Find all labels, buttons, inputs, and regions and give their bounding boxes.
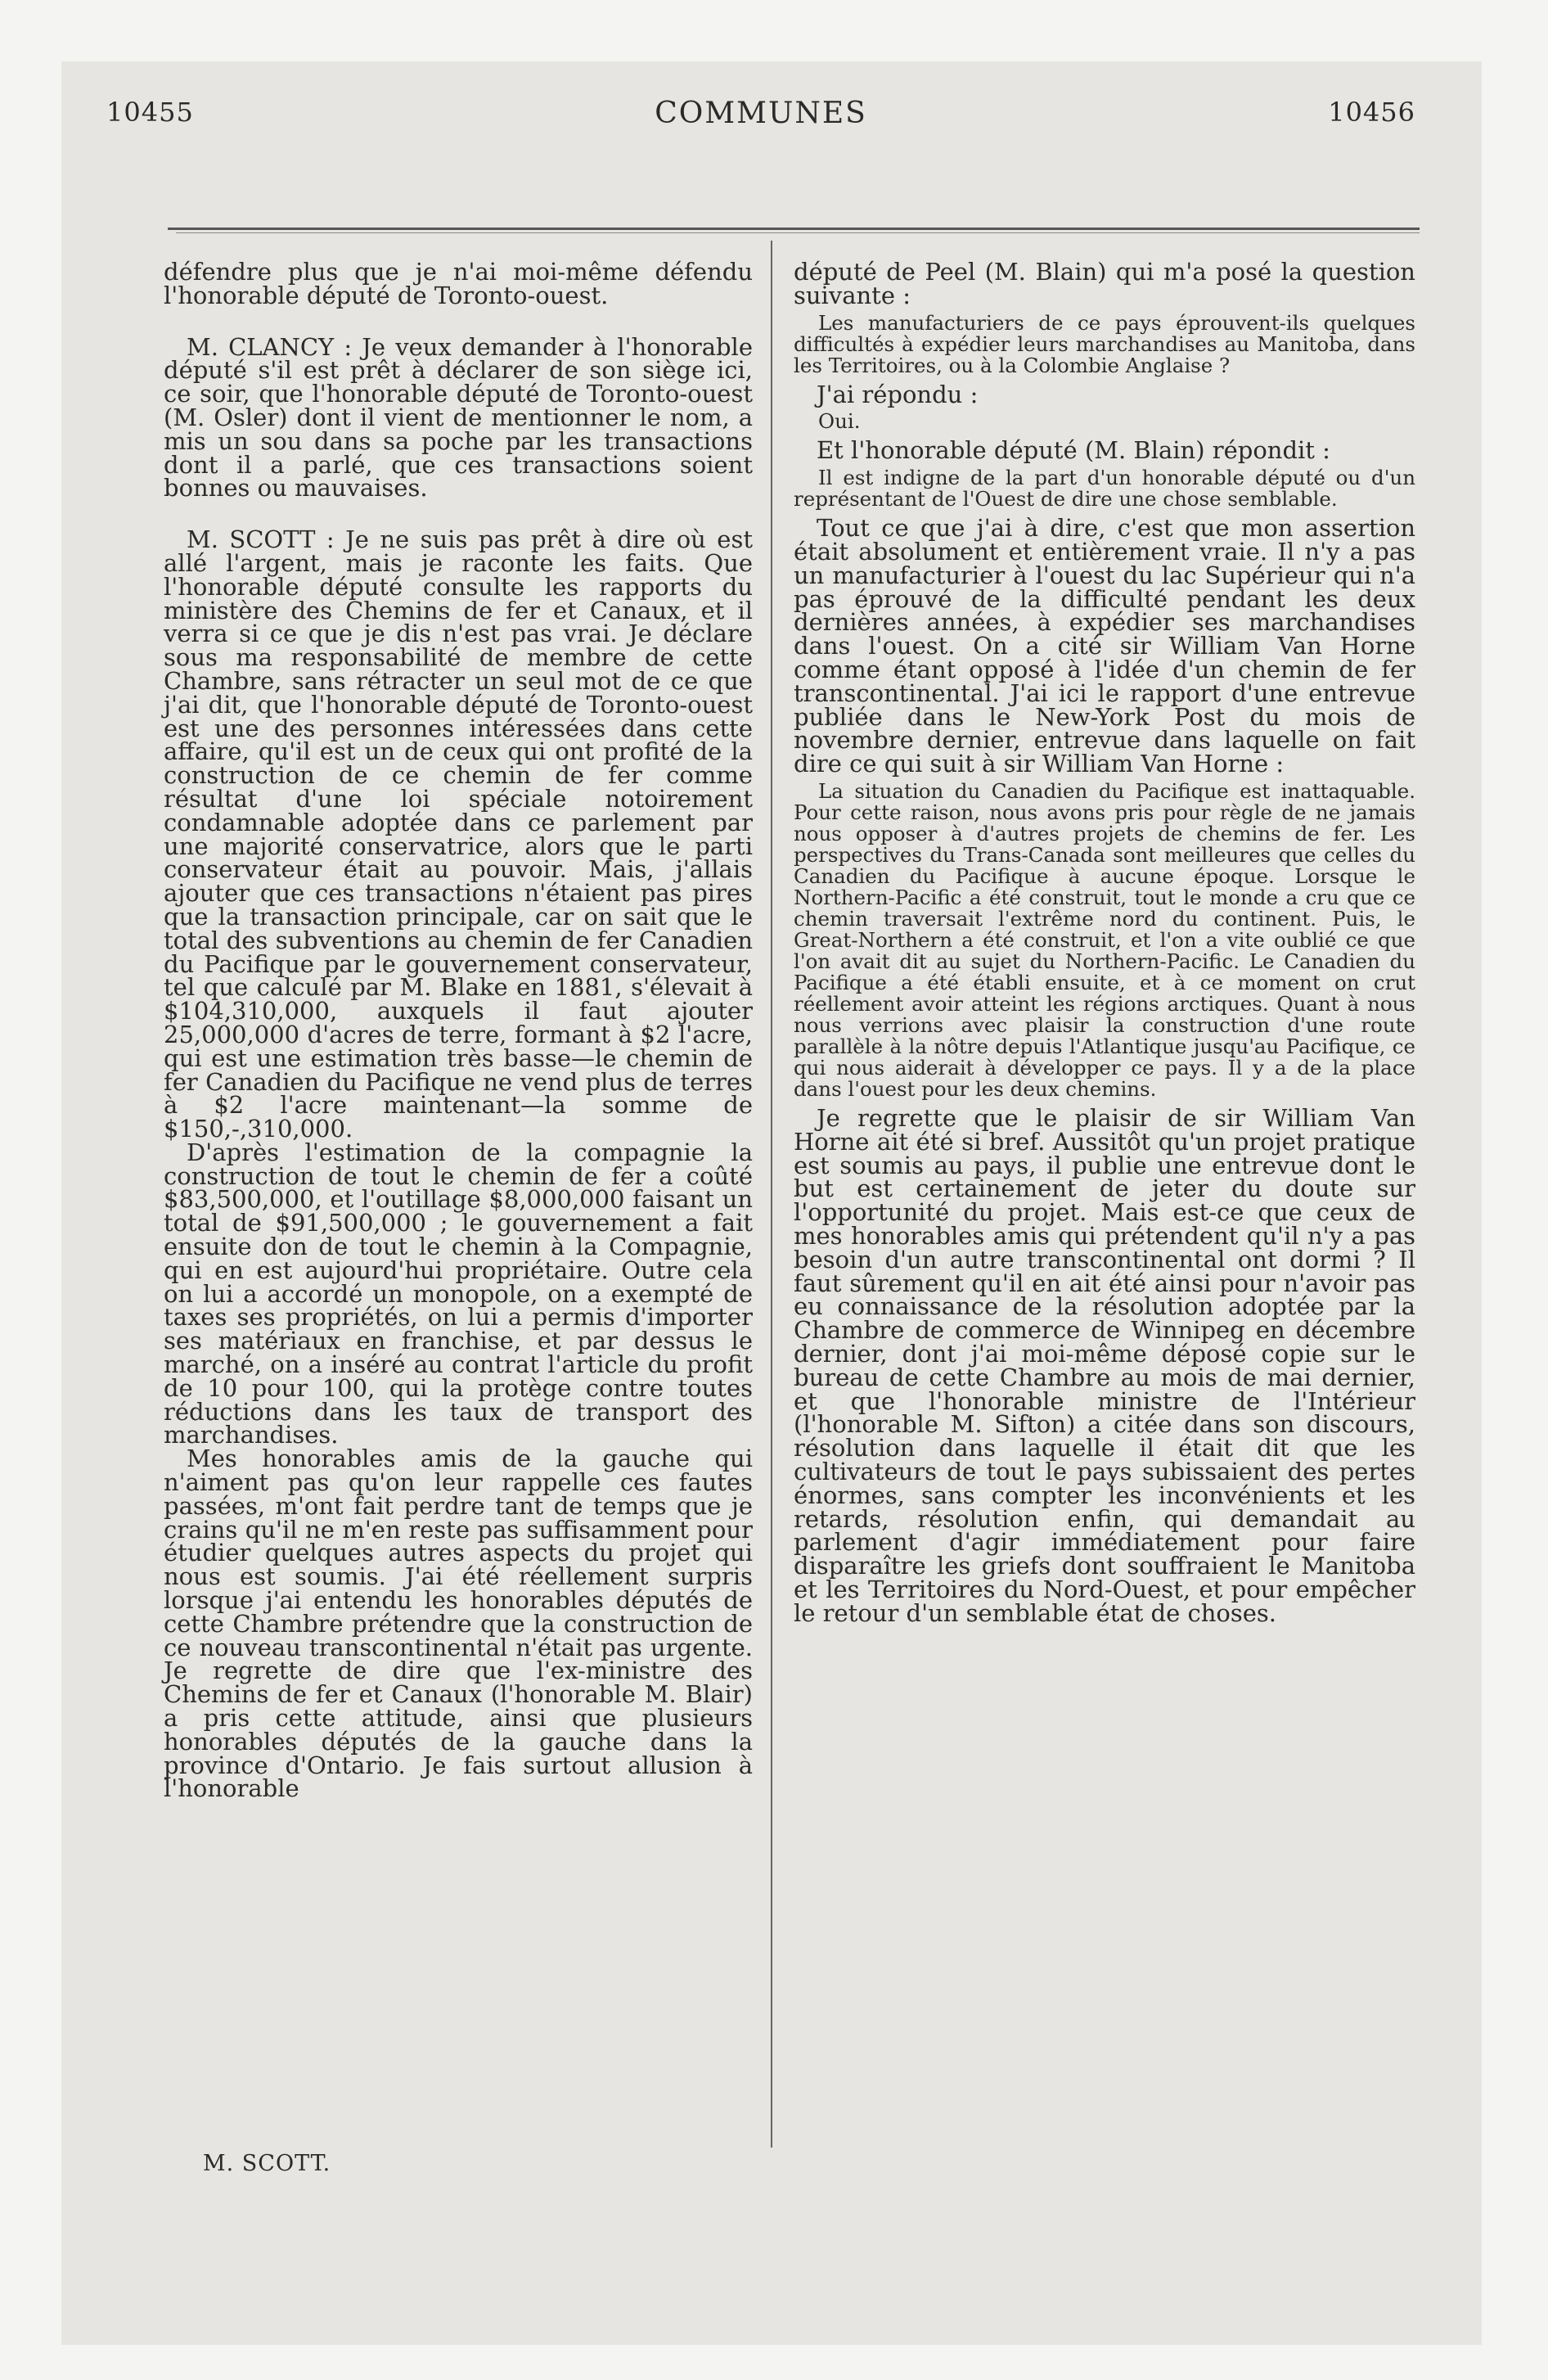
paragraph: défendre plus que je n'ai moi-même défendu l'honorable député de Toronto-ouest. bbox=[164, 258, 753, 309]
page-header bbox=[106, 97, 1415, 146]
page-title: COMMUNES bbox=[655, 97, 867, 130]
header-rule-thin bbox=[176, 232, 1420, 233]
paragraph: J'ai répondu : bbox=[817, 380, 979, 408]
paragraph: Tout ce que j'ai à dire, c'est que mon assertion était absolument et entièrement vraie. Il n'y a pas un manufacturier à l'ouest du lac Supérieur qui n'a pas éprouvé de la difficulté pendant les deux dernières années, à expédier ses marchandises dans l'ouest. On a cité sir William Van Horne comme étant opposé à l'idée d'un chemin de fer transcontinental. J'ai ici le rapport d'une entrevue publiée dans le New-York Post du mois de novembre dernier, entrevue dans laquelle on fait dire ce qui suit à sir William Van Horne : bbox=[794, 514, 1415, 778]
header-rule bbox=[168, 228, 1420, 230]
paragraph: D'après l'estimation de la compagnie la construction de tout le chemin de fer a coûté $83,500,000, et l'outillage $8,000,000 faisant un total de $91,500,000 ; le gouvernement a fait ensuite don de tout le chemin à la Compagnie, qui en est aujourd'hui propriétaire. Outre cela on lui a accordé un monopole, on a exempté de taxes ses propriétés, on lui a permis d'importer ses matériaux en franchise, et par dessus le marché, on a inséré au contrat l'article du profit de 10 pour 100, qui la protège contre toutes réductions dans les taux de transport des marchandises. bbox=[164, 1138, 753, 1449]
paragraph: député de Peel (M. Blain) qui m'a posé la question suivante : bbox=[794, 258, 1415, 309]
left-column bbox=[164, 260, 753, 1801]
paragraph: Je regrette que le plaisir de sir William Van Horne ait été si bref. Aussitôt qu'un projet pratique est soumis au pays, il publie une entrevue dont le but est certainement de jeter du doute sur l'opportunité du projet. Mais est-ce que ceux de mes honorables amis qui prétendent qu'il n'y a pas besoin d'un autre transcontinental ont dormi ? Il faut sûrement qu'il en ait été ainsi pour n'avoir pas eu connaissance de la résolution adoptée par la Chambre de commerce de Winnipeg en décembre dernier, dont j'ai moi-même déposé copie sur le bureau de cette Chambre au mois de mai dernier, et que l'honorable ministre de l'Intérieur (l'honorable M. Sifton) a citée dans son discours, résolution dans laquelle il était dit que les cultivateurs de tout le pays subissaient des pertes énormes, sans compter les inconvénients et les retards, résolution enfin, qui demandait au parlement d'agir immédiatement pour faire disparaître les griefs dont souffraient le Manitoba et les Territoires du Nord-Ouest, et pour empêcher le retour d'un semblable état de choses. bbox=[794, 1103, 1415, 1627]
quotation: La situation du Canadien du Pacifique est inattaquable. Pour cette raison, nous avons pris pour règle de ne jamais nous opposer à d'autres projets de chemins de fer. Les perspectives du Trans-Canada sont meilleures que celles du Canadien du Pacifique à aucune époque. Lorsque le Northern-Pacific a été construit, tout le monde a cru que ce chemin traversait l'extrême nord du continent. Puis, le Great-Northern a été construit, et l'on a vite oublié ce que l'on avait dit au sujet du Northern-Pacific. Le Canadien du Pacifique a été établi ensuite, et à ce moment on crut réellement avoir atteint les régions arctiques. Quant à nous nous verrions avec plaisir la construction d'une route parallèle à la nôtre depuis l'Atlantique jusqu'au Pacifique, ce qui nous aiderait à développer ce pays. Il y a de la place dans l'ouest pour les deux chemins. bbox=[794, 778, 1415, 1101]
page-footer: M. SCOTT. bbox=[203, 2151, 331, 2176]
paragraph: Et l'honorable député (M. Blain) répondit : bbox=[817, 436, 1330, 465]
quotation: Il est indigne de la part d'un honorable député ou d'un représentant de l'Ouest de dire une chose semblable. bbox=[794, 466, 1415, 512]
paragraph: M. CLANCY : Je veux demander à l'honorable député s'il est prêt à déclarer de son siège ici, ce soir, que l'honorable député de Toronto-ouest (M. Osler) dont il vient de mentionner le nom, a mis un sou dans sa poche par les transactions dont il a parlé, que ces transactions soient bonnes ou mauvaises. bbox=[164, 332, 753, 503]
paragraph: M. SCOTT : Je ne suis pas prêt à dire où est allé l'argent, mais je raconte les faits. Que l'honorable député consulte les rapports du ministère des Chemins de fer et Canaux, et il verra si ce que je dis n'est pas vrai. Je déclare sous ma responsabilité de membre de cette Chambre, sans rétracter un seul mot de ce que j'ai dit, que l'honorable député de Toronto-ouest est une des personnes intéressées dans cette affaire, qu'il est un de ceux qui ont profité de la construction de ce chemin de fer comme résultat d'une loi spéciale notoirement condamnable adoptée dans ce parlement par une majorité conservatrice, alors que le parti conservateur était au pouvoir. Mais, j'allais ajouter que ces transactions n'étaient pas pires que la transaction principale, car on sait que le total des subventions au chemin de fer Canadien du Pacifique par le gouvernement conservateur, tel que calculé par M. Blake en 1881, s'élevait à $104,310,000, auxquels il faut ajouter 25,000,000 d'acres de terre, formant à $2 l'acre, qui est une estimation très basse—le chemin de fer Canadien du Pacifique ne vend plus de terres à $2 l'acre maintenant—la somme de $150,-,310,000. bbox=[164, 525, 753, 1143]
page-number-left: 10455 bbox=[106, 97, 194, 128]
page-number-right: 10456 bbox=[1328, 97, 1415, 128]
quotation: Les manufacturiers de ce pays éprouvent-ils quelques difficultés à expédier leurs marchandises au Manitoba, dans les Territoires, ou à la Colombie Anglaise ? bbox=[794, 310, 1415, 377]
column-divider bbox=[771, 241, 772, 2148]
quotation: Oui. bbox=[818, 409, 861, 434]
right-column bbox=[794, 260, 1415, 1625]
paragraph: Mes honorables amis de la gauche qui n'aiment pas qu'on leur rappelle ces fautes passées, m'ont fait perdre tant de temps que je crains qu'il ne m'en reste pas suffisamment pour étudier quelques autres aspects du projet qui nous est soumis. J'ai été réellement surpris lorsque j'ai entendu les honorables députés de cette Chambre prétendre que la construction de ce nouveau transcontinental n'était pas urgente. Je regrette de dire que l'ex-ministre des Chemins de fer et Canaux (l'honorable M. Blair) a pris cette attitude, ainsi que plusieurs honorables députés de la gauche dans la province d'Ontario. Je fais surtout allusion à l'honorable bbox=[164, 1445, 753, 1803]
